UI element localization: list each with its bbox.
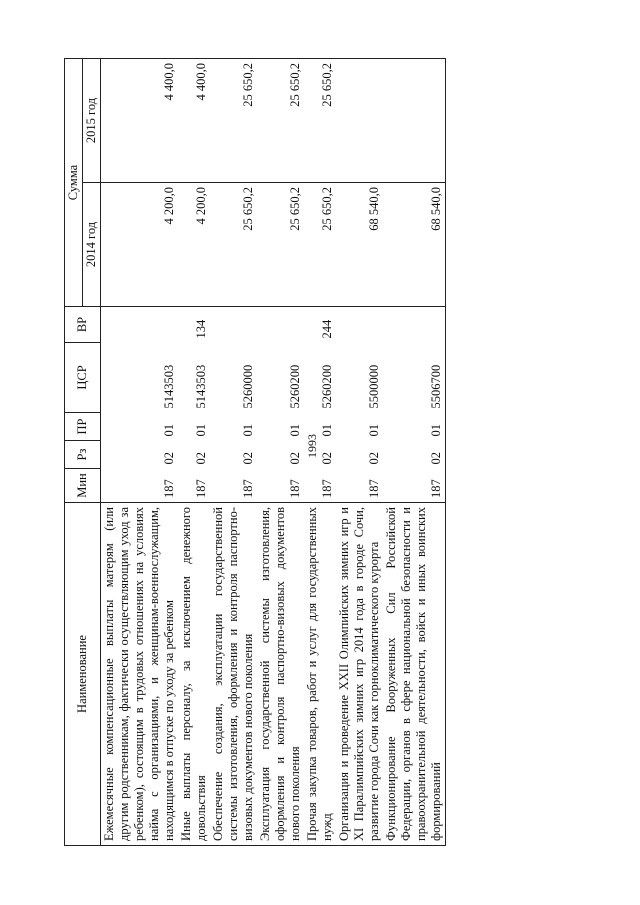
table-row xyxy=(101,59,179,846)
row-csr: 5143503 xyxy=(162,364,176,409)
row-2014: 25 650,2 xyxy=(257,183,304,307)
header-min: Мин xyxy=(65,469,101,503)
row-name: Прочая закупка товаров, работ и услуг для государственных нужд xyxy=(304,503,336,846)
rotated-table xyxy=(64,59,587,846)
table-row xyxy=(383,59,446,846)
row-2015: 25 650,2 xyxy=(304,59,336,183)
header-2015: 2015 год xyxy=(83,59,101,183)
row-name: Ежемесячные компенсационные выплаты матерям (или другим родственникам, фактически осуществляющим уход за ребенком), состоящим в трудовых отношениях на условиях найма с организациями, и женщинам-военнослужащим, находящимся в отпуске по уходу за ребенком xyxy=(101,503,179,846)
row-name: Иные выплаты персоналу, за исключением денежного довольствия xyxy=(178,503,210,846)
row-2014: 4 200,0 xyxy=(178,183,210,307)
row-2015: 4 400,0 xyxy=(178,59,210,183)
row-min: 187 xyxy=(178,469,210,503)
header-vr: ВР xyxy=(65,307,101,343)
row-pr: 01 xyxy=(383,413,446,441)
row-rz: 02 xyxy=(241,452,255,465)
row-vr xyxy=(383,307,446,343)
table-row xyxy=(210,59,257,846)
header-csr: ЦСР xyxy=(65,343,101,413)
row-csr: 5500000 xyxy=(367,364,381,409)
table-row xyxy=(304,59,336,846)
row-min: 187 xyxy=(257,469,304,503)
row-vr xyxy=(257,307,304,343)
row-name: Функционирование Вооруженных Сил Российской Федерации, органов в сфере национальной безопасности и правоохранительной деятельности, войск и иных воинских формирований xyxy=(383,503,446,846)
table-row xyxy=(336,59,383,846)
row-2015 xyxy=(383,59,446,183)
row-2015: 25 650,2 xyxy=(257,59,304,183)
page-number: 1993 xyxy=(305,434,319,458)
row-min: 187 xyxy=(383,469,446,503)
row-pr: 01 xyxy=(320,424,334,437)
row-rz: 02 xyxy=(320,452,334,465)
row-min: 187 xyxy=(304,469,336,503)
table-row xyxy=(257,59,304,846)
header-rz: Рз xyxy=(65,441,101,469)
row-2014: 68 540,0 xyxy=(336,183,383,307)
row-csr: 5143503 xyxy=(194,364,208,409)
row-2014: 68 540,0 xyxy=(383,183,446,307)
row-name: Обеспечение создания, эксплуатации государственной системы изготовления, оформления и контроля паспортно-визовых документов нового поколения xyxy=(210,503,257,846)
row-rz: 02 xyxy=(288,452,302,465)
row-min: 187 xyxy=(336,469,383,503)
budget-table xyxy=(64,58,446,846)
row-name: Организация и проведение XXII Олимпийских зимних игр и XI Паралимпийских зимних игр 2014 года в городе Сочи, развитие города Сочи как горноклиматического курорта xyxy=(336,503,383,846)
row-min: 187 xyxy=(101,469,179,503)
header-sum: Сумма xyxy=(65,59,83,307)
row-vr: 134 xyxy=(178,307,210,343)
row-vr xyxy=(210,307,257,343)
row-csr: 5506700 xyxy=(383,343,446,413)
row-rz: 02 xyxy=(194,452,208,465)
row-vr xyxy=(101,307,179,343)
row-pr: 01 xyxy=(194,424,208,437)
row-2014: 4 200,0 xyxy=(101,183,179,307)
row-pr: 01 xyxy=(367,424,381,437)
row-csr: 5260200 xyxy=(288,364,302,409)
header-pr: ПР xyxy=(65,413,101,441)
row-vr: 244 xyxy=(304,307,336,343)
row-pr: 01 xyxy=(241,424,255,437)
row-2015: 4 400,0 xyxy=(101,59,179,183)
table-row xyxy=(178,59,210,846)
row-csr: 5260200 xyxy=(320,364,334,409)
table-body xyxy=(101,59,446,846)
row-2014: 25 650,2 xyxy=(304,183,336,307)
row-csr: 5260000 xyxy=(241,364,255,409)
row-rz: 02 xyxy=(162,452,176,465)
header-2014: 2014 год xyxy=(83,183,101,307)
budget-table-wrapper xyxy=(64,59,587,846)
table-header xyxy=(65,59,101,846)
row-rz: 02 xyxy=(383,441,446,469)
row-min: 187 xyxy=(210,469,257,503)
row-2015: 25 650,2 xyxy=(210,59,257,183)
row-pr: 01 xyxy=(162,424,176,437)
row-2014: 25 650,2 xyxy=(210,183,257,307)
row-pr: 01 xyxy=(288,424,302,437)
row-2015 xyxy=(336,59,383,183)
header-name: Наименование xyxy=(65,503,101,846)
row-vr xyxy=(336,307,383,343)
row-rz: 02 xyxy=(367,452,381,465)
row-name: Эксплуатация государственной системы изготовления, оформления и контроля паспортно-визовых документов нового поколения xyxy=(257,503,304,846)
